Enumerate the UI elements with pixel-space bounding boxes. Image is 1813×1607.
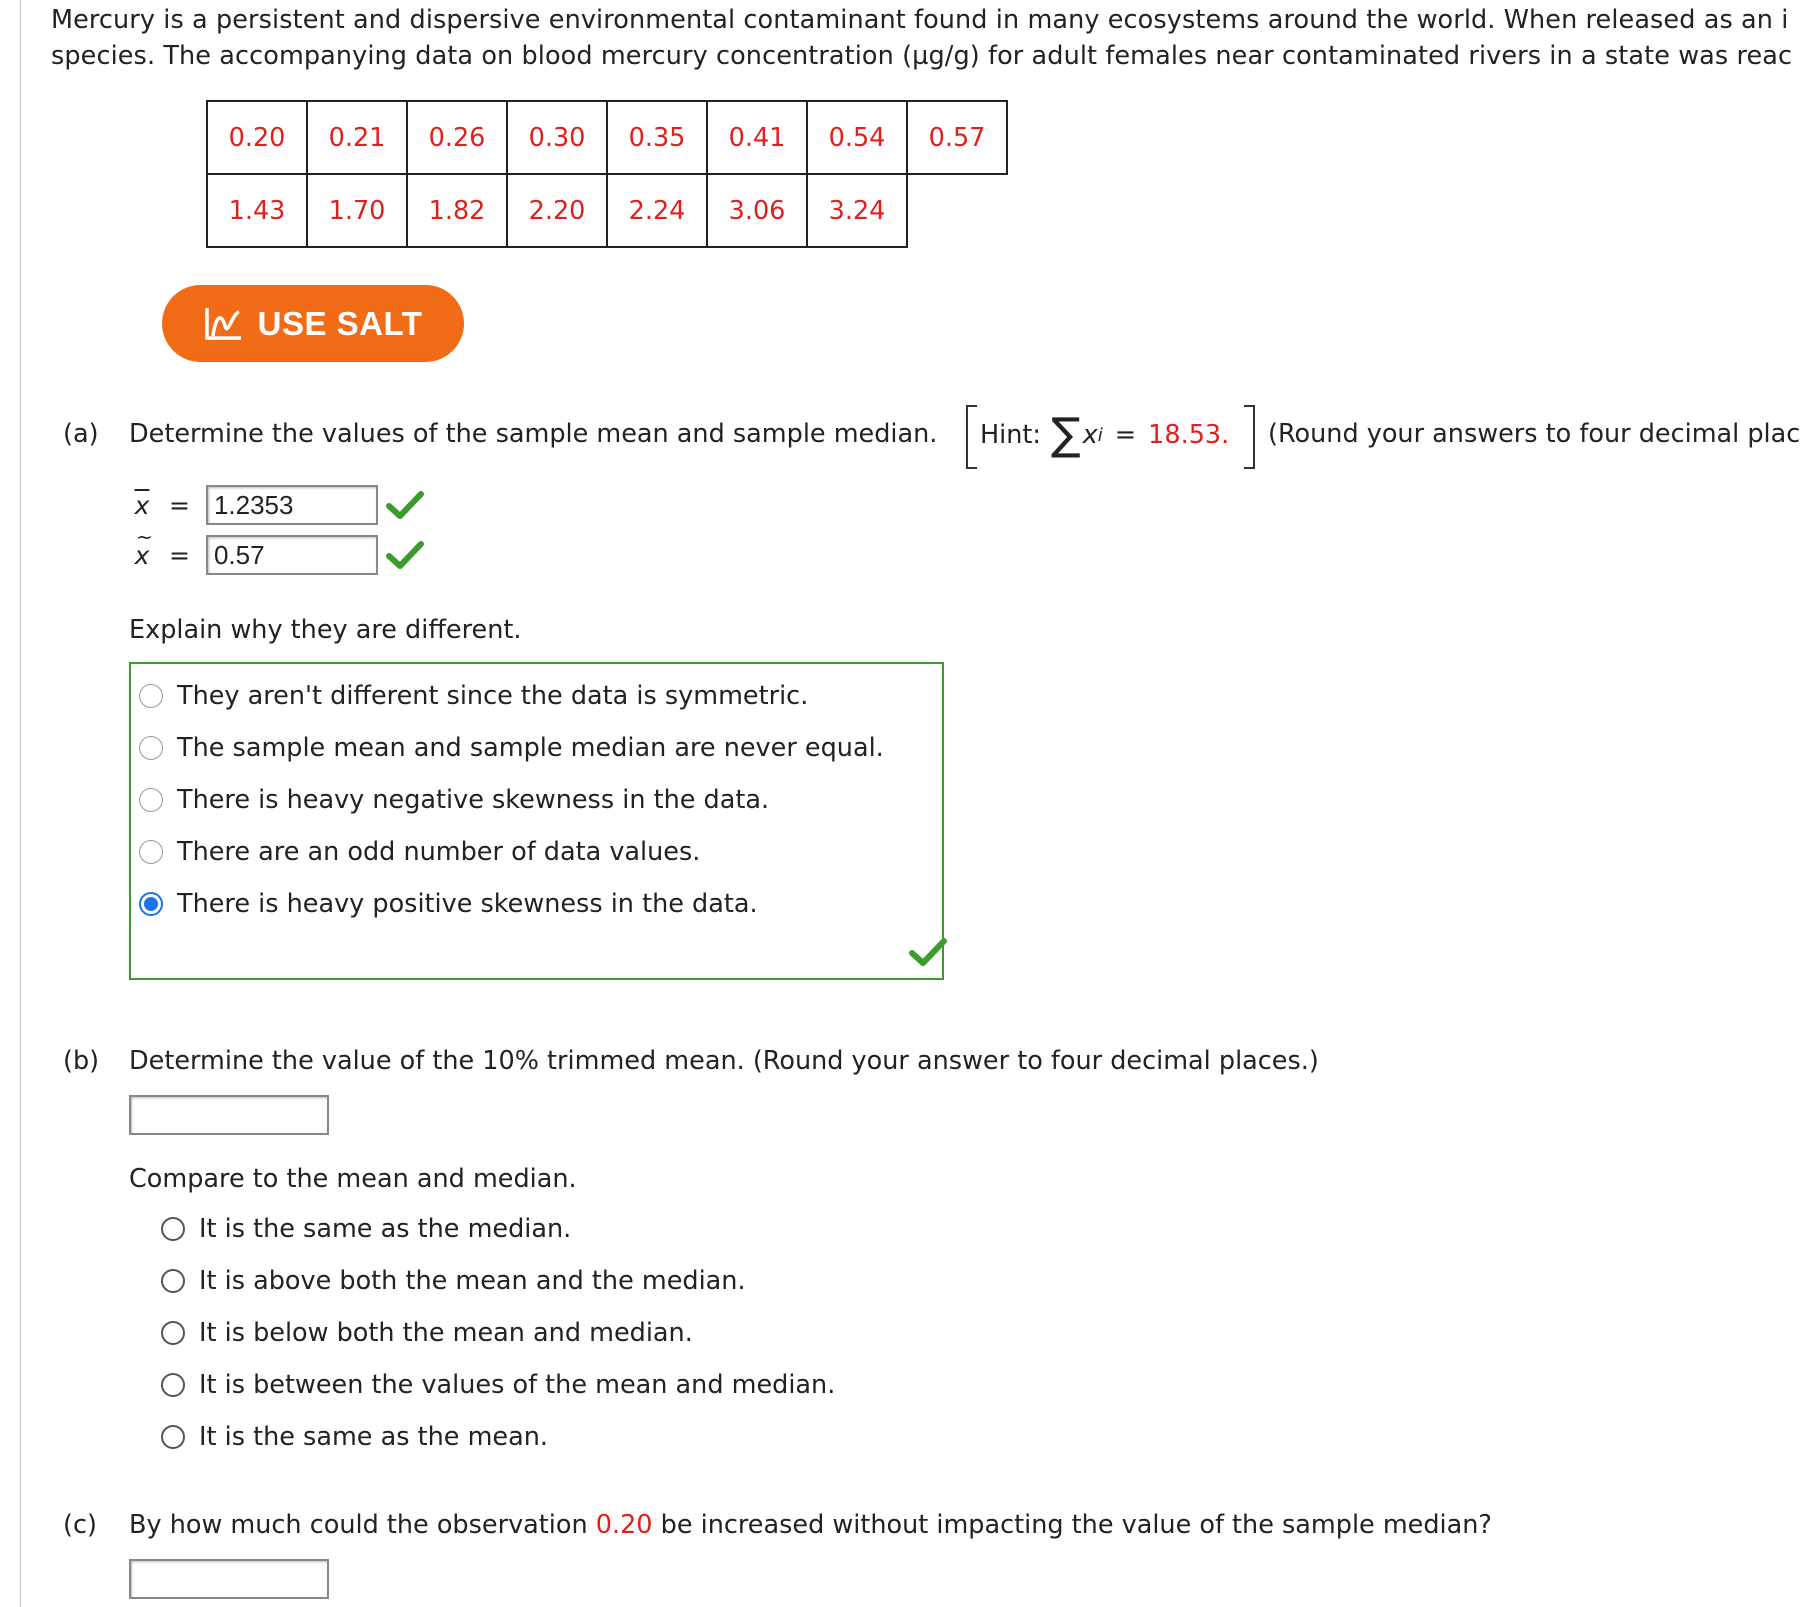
choice-label: There is heavy negative skewness in the data.: [177, 785, 770, 815]
data-cell: 2.24: [607, 174, 707, 247]
intro-line-2: species. The accompanying data on blood mercury concentration (µg/g) for adult females near contaminated rivers in a state was reac: [51, 41, 1793, 71]
trimmed-mean-input[interactable]: [129, 1095, 329, 1135]
hint-eq: =: [1114, 420, 1137, 450]
data-cell: 1.70: [307, 174, 407, 247]
data-cell: 2.20: [507, 174, 607, 247]
median-row: [129, 524, 424, 575]
data-cell: 0.30: [507, 101, 607, 174]
radio-button[interactable]: [161, 1269, 185, 1293]
part-a-question: Determine the values of the sample mean and sample median.: [129, 419, 938, 449]
data-row-1: [207, 101, 1007, 174]
part-c-label: (c): [63, 1510, 97, 1540]
explain-prompt: Explain why they are different.: [129, 615, 522, 645]
radio-button[interactable]: [139, 840, 163, 864]
data-cell: 1.82: [407, 174, 507, 247]
correct-check-icon: [386, 490, 424, 520]
radio-button[interactable]: [161, 1373, 185, 1397]
data-cell: 0.41: [707, 101, 807, 174]
explain-choices: [129, 662, 944, 980]
equals-sign: =: [169, 540, 190, 570]
part-c-question: [129, 1510, 1492, 1540]
hint-var: x: [1082, 420, 1098, 450]
equals-sign: =: [169, 490, 190, 520]
data-cell: 0.57: [907, 101, 1007, 174]
salt-chart-icon: [204, 306, 244, 342]
compare-prompt: Compare to the mean and median.: [129, 1164, 577, 1194]
data-cell: 0.20: [207, 101, 307, 174]
choice-label: It is above both the mean and the median.: [199, 1266, 746, 1296]
choice-never-equal[interactable]: [139, 733, 884, 763]
x-tilde-symbol: ~ x: [134, 524, 153, 570]
part-b-question: Determine the value of the 10% trimmed mean. (Round your answer to four decimal places.): [129, 1046, 1319, 1076]
use-salt-label: USE SALT: [257, 304, 423, 342]
left-border: [20, 0, 21, 1607]
choice-between[interactable]: [161, 1370, 835, 1400]
choice-below-both[interactable]: [161, 1318, 693, 1348]
choice-label: There is heavy positive skewness in the data.: [177, 889, 758, 919]
data-cell: 3.06: [707, 174, 807, 247]
choice-same-as-median[interactable]: [161, 1214, 571, 1244]
choice-label: There are an odd number of data values.: [177, 837, 701, 867]
observation-value: 0.20: [595, 1510, 653, 1540]
data-table: [206, 100, 1008, 248]
hint-prefix: Hint:: [980, 420, 1042, 450]
use-salt-button[interactable]: [162, 285, 464, 362]
data-cell: 0.26: [407, 101, 507, 174]
increase-amount-input[interactable]: [129, 1559, 329, 1599]
part-c-question-pre: By how much could the observation: [129, 1510, 588, 1540]
hint: [970, 403, 1229, 467]
choice-label: It is the same as the mean.: [199, 1422, 548, 1452]
choice-label: They aren't different since the data is symmetric.: [177, 681, 809, 711]
correct-check-icon: [386, 540, 424, 570]
radio-button[interactable]: [161, 1425, 185, 1449]
choice-symmetric[interactable]: [139, 681, 808, 711]
choice-odd-number[interactable]: [139, 837, 700, 867]
part-c-question-post: be increased without impacting the value of the sample median?: [660, 1510, 1492, 1540]
data-row-2: [207, 174, 1007, 247]
choice-label: It is the same as the median.: [199, 1214, 572, 1244]
choice-label: It is below both the mean and median.: [199, 1318, 693, 1348]
radio-button[interactable]: [161, 1321, 185, 1345]
mean-row: [129, 485, 424, 525]
radio-button[interactable]: [139, 736, 163, 760]
choice-above-both[interactable]: [161, 1266, 746, 1296]
data-cell: 1.43: [207, 174, 307, 247]
radio-button[interactable]: [161, 1217, 185, 1241]
data-cell: 0.35: [607, 101, 707, 174]
sum-symbol: ∑: [1051, 409, 1081, 460]
choice-positive-skew[interactable]: [139, 889, 758, 919]
choice-label: It is between the values of the mean and median.: [199, 1370, 836, 1400]
part-b-label: (b): [63, 1046, 100, 1076]
hint-sum-value: 18.53.: [1148, 420, 1230, 450]
x-bar-symbol: $\overline{x}$: [134, 490, 150, 520]
choice-label: The sample mean and sample median are never equal.: [177, 733, 884, 763]
data-cell: 0.54: [807, 101, 907, 174]
correct-check-icon: [909, 937, 947, 967]
data-cell-empty: [907, 174, 1007, 247]
data-cell: 0.21: [307, 101, 407, 174]
intro-line-1: Mercury is a persistent and dispersive environmental contaminant found in many ecosystems around the world. When released as an i: [51, 5, 1789, 35]
radio-button[interactable]: [139, 788, 163, 812]
hint-bracket-right: [1244, 405, 1255, 469]
part-a-label: (a): [63, 419, 99, 449]
sample-mean-input[interactable]: 1.2353: [206, 485, 378, 525]
round-note: (Round your answers to four decimal plac: [1268, 419, 1801, 449]
choice-same-as-mean[interactable]: [161, 1422, 548, 1452]
intro-text: [51, 2, 1792, 74]
radio-button[interactable]: [139, 684, 163, 708]
choice-negative-skew[interactable]: [139, 785, 769, 815]
radio-button-selected[interactable]: [139, 892, 163, 916]
hint-sub: i: [1097, 424, 1103, 446]
sample-median-input[interactable]: 0.57: [206, 535, 378, 575]
data-cell: 3.24: [807, 174, 907, 247]
